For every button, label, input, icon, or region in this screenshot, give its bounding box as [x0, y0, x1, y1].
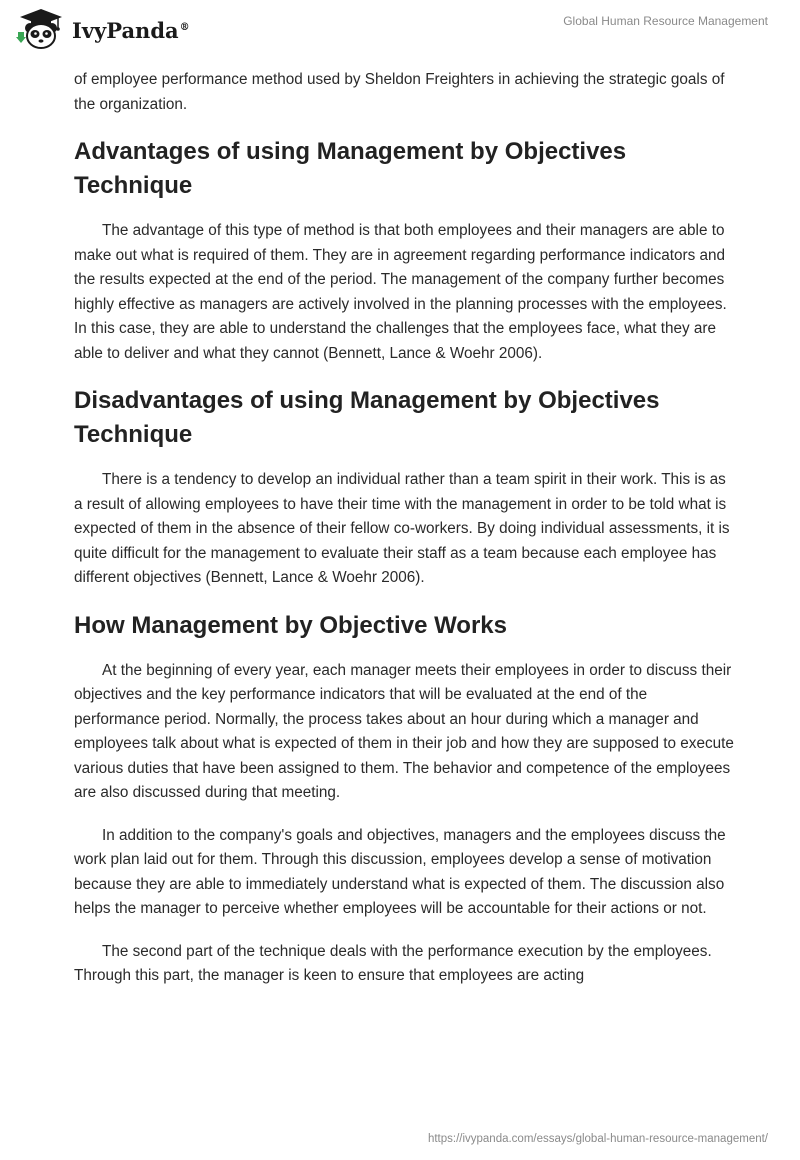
panda-graduate-icon — [16, 8, 66, 50]
section-heading-disadvantages: Disadvantages of using Management by Objectives Technique — [74, 387, 660, 448]
essay-body — [74, 68, 734, 1007]
section-heading-advantages: Advantages of using Management by Objectives Technique — [74, 138, 627, 199]
paragraph: There is a tendency to develop an individual rather than a team spirit in their work. This is as a result of allowing employees to have their time with the management in order to be told what is expected of them in the absence of their fellow co-workers. By doing individual assessments, it is quite difficult for the management to evaluate their staff as a team because each employee has different objectives (Bennett, Lance & Woehr 2006). — [74, 471, 730, 586]
paragraph: The second part of the technique deals with the performance execution by the employees. Through this part, the manager is keen to ensure that employees are acting — [74, 942, 712, 984]
brand-logo[interactable] — [16, 8, 190, 50]
page-header — [0, 0, 800, 70]
section-heading-how-it-works: How Management by Objective Works — [74, 611, 507, 639]
intro-fragment: of employee performance method used by Sheldon Freighters in achieving the strategic goals of the organization. — [74, 71, 725, 113]
footer-source-link[interactable]: https://ivypanda.com/essays/global-human-resource-management/ — [427, 1133, 768, 1145]
paragraph: At the beginning of every year, each manager meets their employees in order to discuss their objectives and the key performance indicators that will be evaluated at the end of the performance period. Normally, the process takes about an hour during which a manager and employees talk about what is expected of them in their job and how they are supposed to execute various duties that have been assigned to them. The behavior and competence of the employees are also discussed during that meeting. — [74, 661, 734, 801]
document-title: Global Human Resource Management — [563, 14, 768, 28]
paragraph: The advantage of this type of method is that both employees and their managers are able to make out what is required of them. They are in agreement regarding performance indicators and the results expected at the end of the period. The management of the company further becomes highly effective as managers are actively involved in the planning processes with the employees. In this case, they are able to understand the challenges that the employees face, what they are able to deliver and what they cannot (Bennett, Lance & Woehr 2006). — [74, 222, 727, 362]
brand-name: IvyPanda® — [72, 17, 190, 43]
registered-mark: ® — [179, 21, 190, 33]
paragraph: In addition to the company's goals and objectives, managers and the employees discuss the work plan laid out for them. Through this discussion, employees develop a sense of motivation because they are able to immediately understand what is expected of them. The discussion also helps the manager to perceive whether employees will be accountable for their actions or not. — [74, 826, 726, 917]
